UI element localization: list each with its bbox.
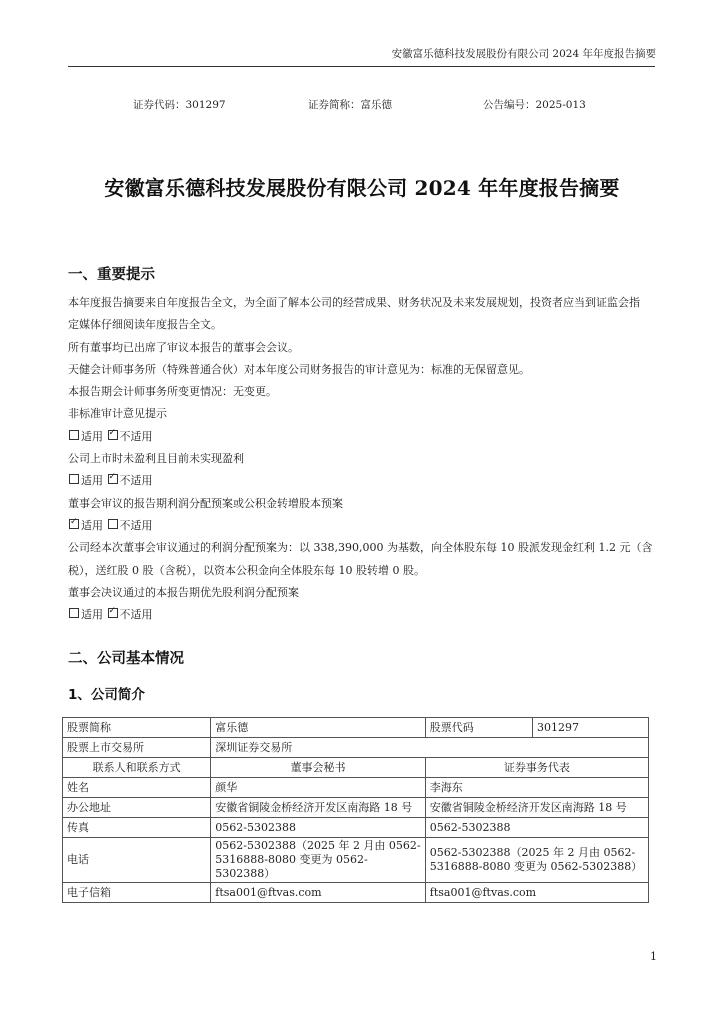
- notice-question: 公司上市时未盈利且目前未实现盈利: [68, 452, 244, 466]
- page-number: 1: [650, 950, 657, 963]
- running-header: 安徽富乐德科技发展股份有限公司 2024 年年度报告摘要: [391, 48, 656, 60]
- table-row: [63, 778, 649, 798]
- important-notice-body: [68, 292, 658, 626]
- checkbox-checked-icon: [108, 608, 118, 618]
- table-header-cell: 董事会秘书: [211, 758, 426, 778]
- table-cell-value: 安徽省铜陵金桥经济开发区南海路 18 号: [425, 798, 648, 818]
- checkbox-checked-icon: [108, 430, 118, 440]
- applicability-options: [68, 426, 658, 448]
- table-row: [63, 738, 649, 758]
- notice-line: 本报告期会计师事务所变更情况：无变更。: [68, 385, 277, 399]
- option-not-applicable: 不适用: [119, 474, 153, 488]
- table-cell-label: 姓名: [63, 778, 211, 798]
- notice-line: 天健会计师事务所（特殊普通合伙）对本年度公司财务报告的审计意见为：标准的无保留意见。: [68, 362, 530, 376]
- table-cell-value: 0562-5302388: [211, 818, 426, 838]
- table-cell-label: 电子信箱: [63, 883, 211, 903]
- table-header-row: [63, 758, 649, 778]
- dividend-plan-line: 公司经本次董事会审议通过的利润分配预案为：以 338,390,000 为基数，向全体股东每 10 股派发现金红利 1.2 元（含: [68, 541, 653, 555]
- applicability-options: [68, 470, 658, 492]
- table-cell-value: 0562-5302388: [425, 818, 648, 838]
- option-applicable: 适用: [81, 474, 103, 488]
- announcement-number: 公告编号：2025-013: [483, 99, 586, 111]
- table-cell-value: 0562-5302388（2025 年 2 月由 0562-5316888-8080 变更为 0562-5302388）: [425, 838, 648, 883]
- option-applicable: 适用: [81, 608, 103, 622]
- table-cell-value: 301297: [533, 718, 649, 738]
- table-row: [63, 818, 649, 838]
- table-cell-value: 李海东: [425, 778, 648, 798]
- option-applicable: 适用: [81, 429, 103, 443]
- option-not-applicable: 不适用: [119, 608, 153, 622]
- table-cell-label: 传真: [63, 818, 211, 838]
- table-cell-label: 股票代码: [425, 718, 532, 738]
- checkbox-unchecked-icon: [69, 608, 79, 618]
- subsection-heading-company-profile: 1、公司简介: [68, 687, 145, 703]
- document-title: 安徽富乐德科技发展股份有限公司 2024 年年度报告摘要: [104, 176, 620, 200]
- checkbox-checked-icon: [108, 474, 118, 484]
- table-cell-label: 股票上市交易所: [63, 738, 211, 758]
- table-cell-value: 富乐德: [211, 718, 426, 738]
- notice-line: 定媒体仔细阅读年度报告全文。: [68, 318, 222, 332]
- applicability-options: [68, 604, 658, 626]
- table-cell-label: 股票简称: [63, 718, 211, 738]
- checkbox-unchecked-icon: [69, 474, 79, 484]
- checkbox-checked-icon: [69, 519, 79, 529]
- notice-question: 董事会决议通过的本报告期优先股利润分配预案: [68, 585, 299, 599]
- notice-line: 本年度报告摘要来自年度报告全文，为全面了解本公司的经营成果、财务状况及未来发展规划，投资者应当到证监会指: [68, 296, 640, 309]
- table-row: [63, 718, 649, 738]
- table-header-cell: 联系人和联系方式: [63, 758, 211, 778]
- notice-question: 董事会审议的报告期利润分配预案或公积金转增股本预案: [68, 496, 343, 510]
- option-not-applicable: 不适用: [119, 429, 153, 443]
- table-cell-value: ftsa001@ftvas.com: [211, 883, 426, 903]
- table-cell-value: 深圳证券交易所: [211, 738, 649, 758]
- table-cell-value: 0562-5302388（2025 年 2 月由 0562-5316888-8080 变更为 0562-5302388）: [211, 838, 426, 883]
- section-heading-important-notice: 一、重要提示: [68, 267, 155, 283]
- table-cell-value: 颜华: [211, 778, 426, 798]
- stock-code: 证券代码：301297: [133, 99, 226, 111]
- checkbox-unchecked-icon: [108, 519, 118, 529]
- section-heading-company-basics: 二、公司基本情况: [68, 651, 184, 667]
- table-cell-value: ftsa001@ftvas.com: [425, 883, 648, 903]
- option-applicable: 适用: [81, 518, 103, 532]
- header-divider: [68, 66, 655, 67]
- notice-line: 所有董事均已出席了审议本报告的董事会会议。: [68, 340, 299, 354]
- option-not-applicable: 不适用: [119, 518, 153, 532]
- table-row: [63, 798, 649, 818]
- company-profile-table: [62, 717, 649, 903]
- stock-short-name: 证券简称：富乐德: [308, 99, 392, 111]
- table-cell-label: 办公地址: [63, 798, 211, 818]
- table-row: [63, 883, 649, 903]
- dividend-plan-line: 税），送红股 0 股（含税），以资本公积金向全体股东每 10 股转增 0 股。: [68, 563, 425, 577]
- table-row: [63, 838, 649, 883]
- checkbox-unchecked-icon: [69, 430, 79, 440]
- table-cell-label: 电话: [63, 838, 211, 883]
- table-header-cell: 证券事务代表: [425, 758, 648, 778]
- notice-line: 非标准审计意见提示: [68, 407, 167, 421]
- table-cell-value: 安徽省铜陵金桥经济开发区南海路 18 号: [211, 798, 426, 818]
- applicability-options: [68, 515, 658, 537]
